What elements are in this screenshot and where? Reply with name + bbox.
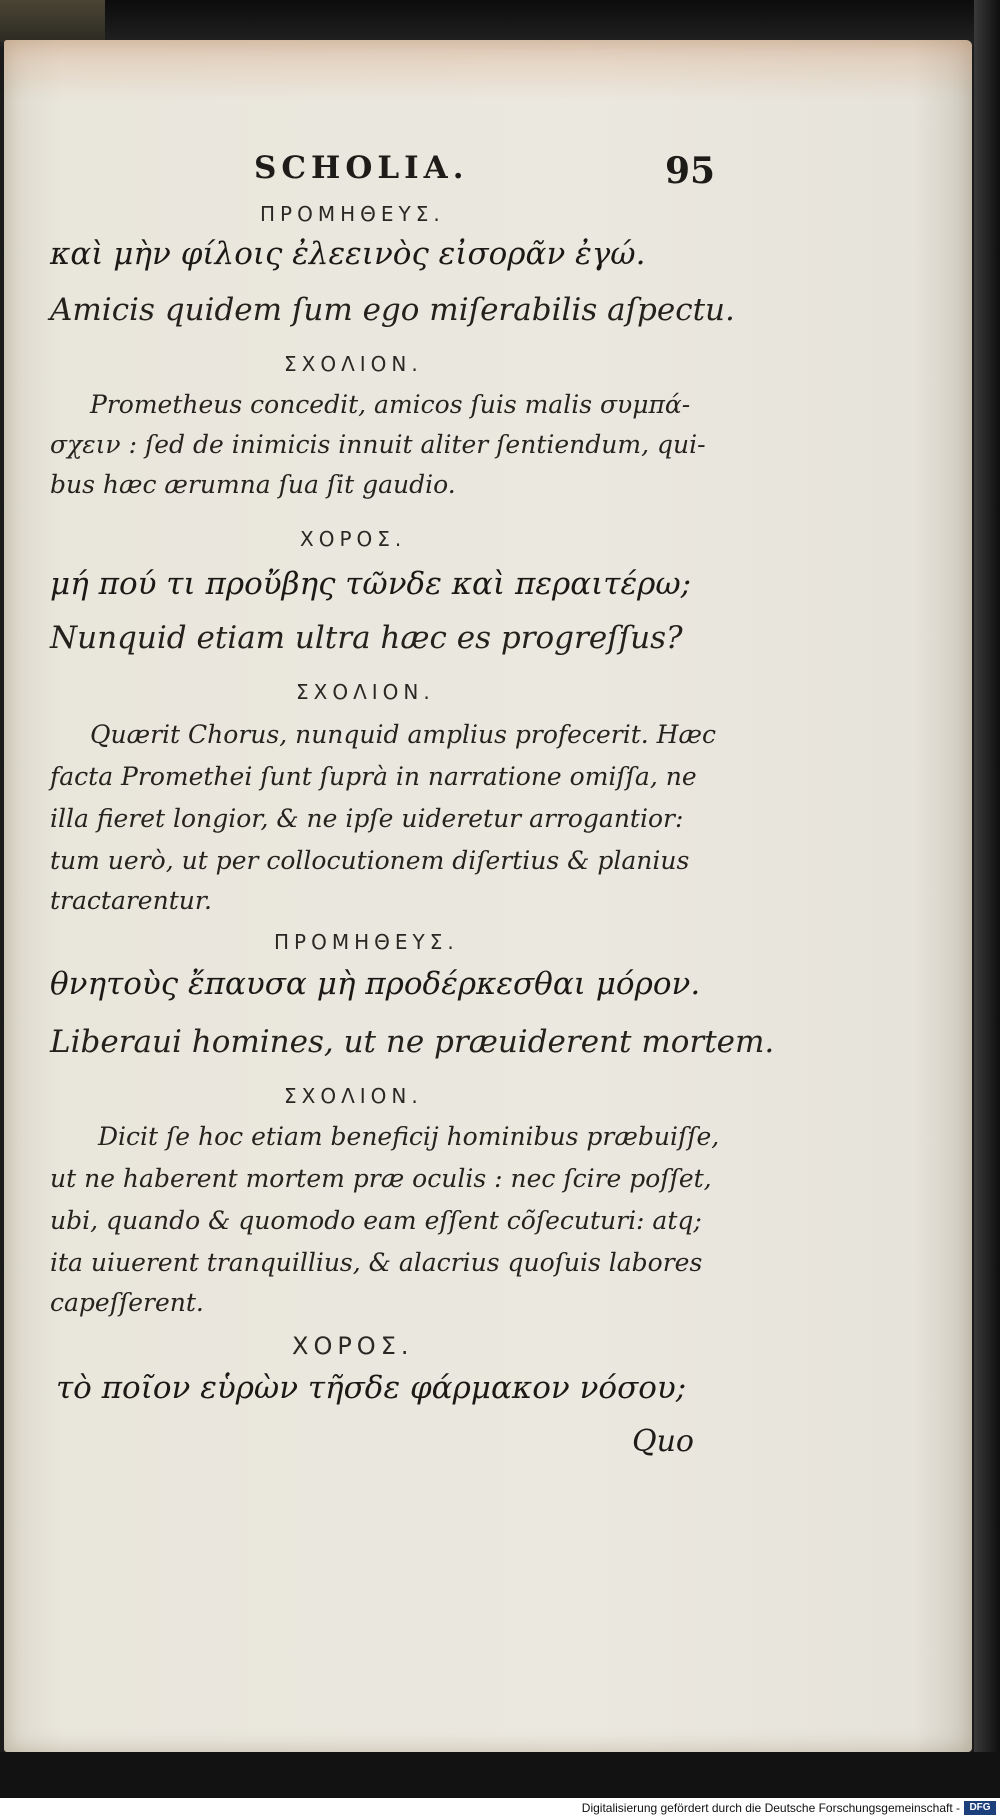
greek-verse: θνητοὺς ἔπαυσα μὴ προδέρκεσθαι μόρον. bbox=[50, 966, 701, 1002]
footer-credit: Digitalisierung gefördert durch die Deutsche Forschungsgemeinschaft - bbox=[581, 1801, 960, 1815]
speaker-heading: ΧΟΡΟΣ. bbox=[292, 1332, 414, 1360]
greek-verse: μή πού τι προὔβης τῶνδε καὶ περαιτέρω; bbox=[50, 566, 692, 602]
scholion-heading: ΣΧΟΛΙΟΝ. bbox=[284, 1084, 423, 1108]
scan-bottom-bar bbox=[0, 1752, 1000, 1798]
latin-translation: Liberaui homines, ut ne præuiderent mortem. bbox=[50, 1024, 775, 1060]
scholion-heading: ΣΧΟΛΙΟΝ. bbox=[284, 352, 423, 376]
catchword: Quo bbox=[632, 1424, 694, 1459]
scholion-line: illa fieret longior, & ne ipſe uideretur arrogantior: bbox=[50, 804, 684, 833]
scholion-line: ubi, quando & quomodo eam eſſent cõſecuturi: atq; bbox=[50, 1206, 702, 1235]
dfg-logo: DFG bbox=[964, 1801, 996, 1815]
scholion-line: facta Promethei ſunt ſuprà in narratione omiſſa, ne bbox=[50, 762, 697, 791]
page-stain bbox=[4, 40, 972, 100]
scan-right-edge bbox=[974, 0, 1000, 1819]
scholion-line: capeſſerent. bbox=[50, 1288, 204, 1317]
scholion-line: ita uiuerent tranquillius, & alacrius quoſuis labores bbox=[50, 1248, 703, 1277]
scholion-line: bus hæc ærumna ſua ſit gaudio. bbox=[50, 470, 456, 499]
book-edge bbox=[0, 0, 105, 42]
scholion-line: Quærit Chorus, nunquid amplius profecerit. Hæc bbox=[90, 720, 716, 749]
speaker-heading: ΠΡΟΜΗΘΕΥΣ. bbox=[260, 202, 445, 226]
greek-verse: τὸ ποῖον εὑρὼν τῆσδε φάρμακον νόσου; bbox=[56, 1370, 687, 1406]
greek-verse: καὶ μὴν φίλοις ἐλεεινὸς εἰσορᾶν ἐγώ. bbox=[50, 236, 646, 272]
latin-translation: Nunquid etiam ultra hæc es progreſſus? bbox=[50, 620, 683, 656]
latin-translation: Amicis quidem ſum ego miſerabilis aſpectu. bbox=[50, 292, 735, 328]
scholion-line: Dicit ſe hoc etiam beneficij hominibus præbuiſſe, bbox=[98, 1122, 720, 1151]
scholion-line: tractarentur. bbox=[50, 886, 212, 915]
speaker-heading: ΧΟΡΟΣ. bbox=[300, 527, 407, 551]
page-number: 95 bbox=[665, 150, 716, 192]
scholion-line: ut ne haberent mortem præ oculis : nec ſcire poſſet, bbox=[50, 1164, 712, 1193]
scholion-line: Prometheus concedit, amicos ſuis malis συμπά- bbox=[90, 390, 691, 419]
running-head: SCHOLIA. bbox=[254, 150, 469, 186]
scholion-line: σχειν : ſed de inimicis innuit aliter ſentiendum, qui- bbox=[50, 430, 706, 459]
speaker-heading: ΠΡΟΜΗΘΕΥΣ. bbox=[274, 930, 459, 954]
digitization-footer bbox=[0, 1798, 1000, 1819]
scholion-heading: ΣΧΟΛΙΟΝ. bbox=[296, 680, 435, 704]
scholion-line: tum uerò, ut per collocutionem diſertius & planius bbox=[50, 846, 690, 875]
